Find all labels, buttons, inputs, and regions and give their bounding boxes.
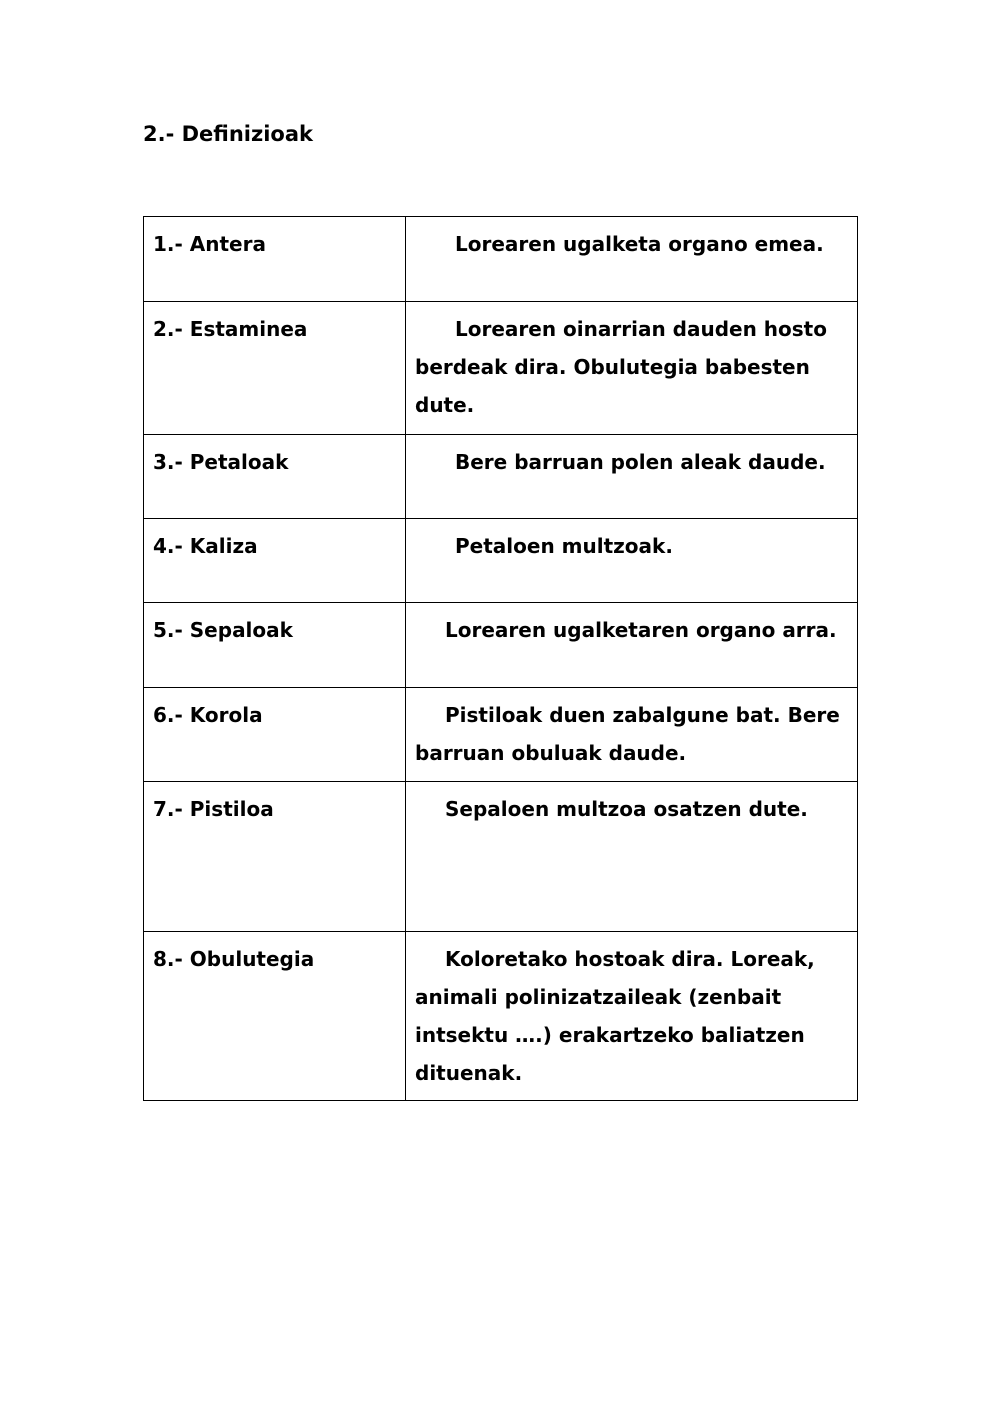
table-row (144, 782, 858, 932)
table-row (144, 688, 858, 782)
term-cell: 7.- Pistiloa (144, 782, 406, 932)
term-cell: 1.- Antera (144, 217, 406, 302)
definition-cell: Lorearen ugalketaren organo arra. (406, 603, 858, 688)
table-row (144, 519, 858, 603)
definition-cell: Pistiloak duen zabalgune bat. Bere barruan obuluak daude. (406, 688, 858, 782)
definitions-table (143, 216, 858, 1101)
table-row (144, 302, 858, 435)
term-cell: 2.- Estaminea (144, 302, 406, 435)
term-cell: 8.- Obulutegia (144, 932, 406, 1101)
section-title: 2.- Definizioak (143, 122, 313, 146)
definition-cell: Lorearen ugalketa organo emea. (406, 217, 858, 302)
term-cell: 4.- Kaliza (144, 519, 406, 603)
definition-cell: Petaloen multzoak. (406, 519, 858, 603)
definition-cell: Lorearen oinarrian dauden hosto berdeak dira. Obulutegia babesten dute. (406, 302, 858, 435)
term-cell: 5.- Sepaloak (144, 603, 406, 688)
table-row (144, 603, 858, 688)
term-cell: 3.- Petaloak (144, 435, 406, 519)
definition-cell: Koloretako hostoak dira. Loreak, animali polinizatzaileak (zenbait intsektu ….) erakartzeko baliatzen dituenak. (406, 932, 858, 1101)
term-cell: 6.- Korola (144, 688, 406, 782)
definition-cell: Sepaloen multzoa osatzen dute. (406, 782, 858, 932)
table-row (144, 435, 858, 519)
table-row (144, 932, 858, 1101)
definition-cell: Bere barruan polen aleak daude. (406, 435, 858, 519)
table-row (144, 217, 858, 302)
